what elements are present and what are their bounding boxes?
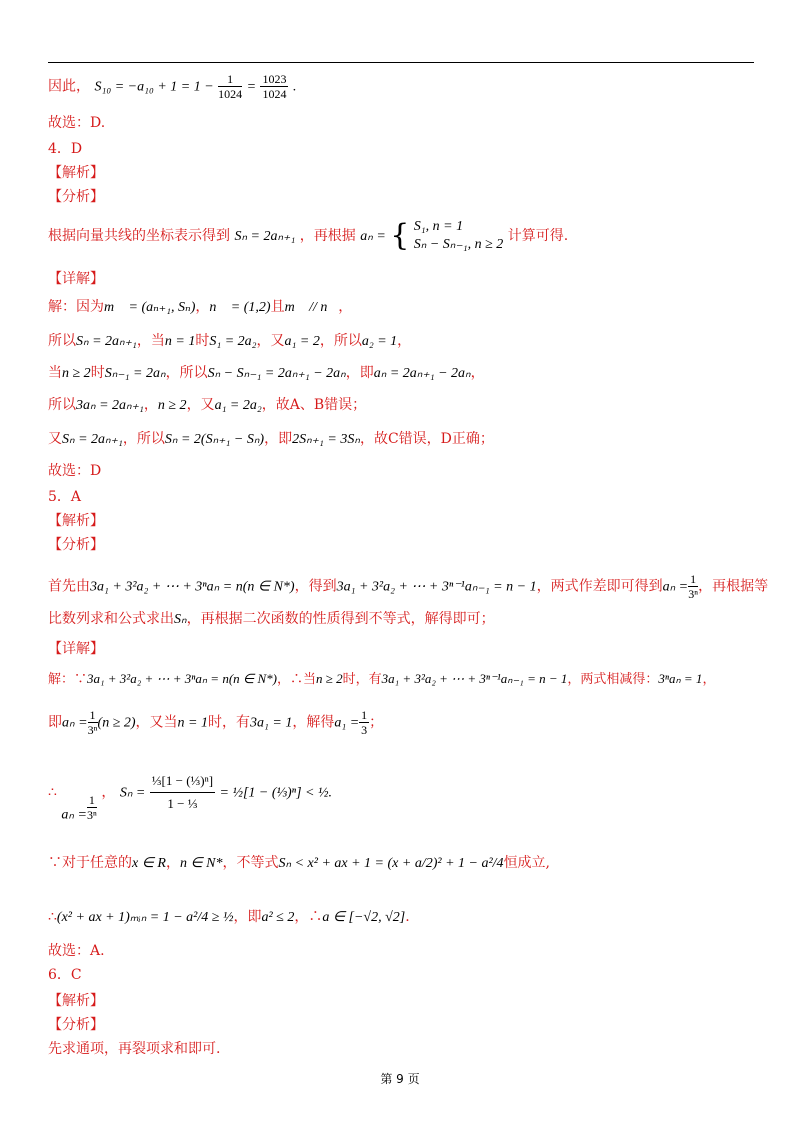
- math: m⃗ // n⃗: [284, 300, 339, 315]
- line-25: 故选：A.: [48, 943, 105, 959]
- case-2: Sₙ − Sₙ₋₁, n ≥ 2: [413, 237, 504, 252]
- line-18: [48, 610, 495, 629]
- numerator: 1: [88, 792, 95, 807]
- numerator: 1: [218, 72, 242, 87]
- text: ，: [101, 784, 116, 801]
- text: ，解得: [292, 714, 335, 731]
- text: 计算可得.: [507, 228, 569, 244]
- line-20: [48, 670, 715, 689]
- math: 3a₁ = 1: [250, 715, 293, 731]
- text: ，即: [345, 365, 374, 381]
- line-15: 【解析】: [48, 513, 104, 529]
- denominator: 3ⁿ: [688, 587, 698, 601]
- text: ，再根据二次函数的性质得到不等式，解得即可；: [186, 611, 495, 627]
- text: ，: [338, 299, 353, 315]
- line-23: [48, 854, 550, 873]
- math: 3a₁ + 3²a₂ + ⋯ + 3ⁿaₙ = n(n ∈ N*): [90, 579, 295, 595]
- math: aₙ =: [62, 715, 88, 731]
- line-10: [48, 364, 485, 383]
- math: = ½[1 − (⅓)ⁿ] < ½: [219, 785, 329, 801]
- fraction: [88, 708, 98, 737]
- line-4: 【解析】: [48, 165, 104, 181]
- text: 时，有: [208, 714, 250, 731]
- math: aₙ =: [61, 807, 87, 823]
- line-6: [48, 218, 568, 254]
- line-16: 【分析】: [48, 537, 104, 553]
- math: Sₙ = 2(Sₙ₊₁ − Sₙ): [164, 432, 265, 447]
- math: n ≥ 2: [62, 366, 91, 381]
- text: 即: [48, 714, 62, 731]
- text: ，两式作差即可得到: [536, 578, 663, 595]
- text: 解：因为: [48, 299, 104, 315]
- line-14: 5．A: [48, 489, 82, 505]
- text: ，: [702, 672, 716, 687]
- math: 3a₁ + 3²a₂ + ⋯ + 3ⁿaₙ = n(n ∈ N*): [87, 671, 277, 686]
- math: x ∈ R: [132, 856, 166, 871]
- math: (n ≥ 2): [97, 715, 136, 731]
- text: 因此，: [48, 78, 90, 95]
- math: 3a₁ + 3²a₂ + ⋯ + 3ⁿ⁻¹aₙ₋₁ = n − 1: [381, 671, 568, 686]
- line-19: 【详解】: [48, 641, 104, 657]
- denominator: 3ⁿ: [87, 723, 98, 737]
- line-17: [48, 572, 768, 601]
- text: ，: [470, 365, 485, 381]
- math: (x² + ax + 1)ₘᵢₙ = 1 − a²/4 ≥ ½: [56, 910, 234, 925]
- text: 且: [270, 299, 285, 315]
- line-13: 故选：D: [48, 463, 102, 479]
- page-footer: 第 9 页: [380, 1072, 420, 1086]
- math: n ∈ N*: [179, 856, 223, 871]
- math: a ∈ [−√2, √2]: [322, 910, 406, 925]
- fraction: [359, 708, 369, 737]
- text: 首先由: [48, 578, 90, 595]
- math: 3a₁ + 3²a₂ + ⋯ + 3ⁿ⁻¹aₙ₋₁ = n − 1: [336, 579, 537, 595]
- math: 3aₙ = 2aₙ₊₁: [76, 398, 144, 413]
- math: a₁ = 2a₂: [214, 398, 262, 413]
- text: 时: [195, 333, 210, 349]
- text: 又: [48, 431, 62, 447]
- numerator: 1023: [262, 72, 287, 86]
- text: ，: [397, 333, 412, 349]
- text: 解：∵: [48, 672, 88, 687]
- math: Sₙ − Sₙ₋₁ = 2aₙ₊₁ − 2aₙ: [207, 366, 346, 381]
- line-21: [48, 708, 383, 737]
- math: 2Sₙ₊₁ = 3Sₙ: [292, 432, 360, 447]
- math: n = 1: [164, 334, 196, 349]
- text: ，: [165, 855, 180, 871]
- text: 比数列求和公式求出: [48, 611, 174, 627]
- math: Sₙ = 2aₙ₊₁: [76, 334, 137, 349]
- text: ，得到: [294, 578, 337, 595]
- math: S₁ = 2a₂: [209, 334, 257, 349]
- math: Sₙ = 2aₙ₊₁: [234, 229, 296, 244]
- denominator: 1024: [218, 87, 243, 101]
- math: n = 1: [177, 715, 208, 731]
- line-2: 故选：D.: [48, 115, 106, 131]
- cases: [414, 218, 504, 254]
- line-9: [48, 332, 411, 351]
- text: ，即: [264, 431, 293, 447]
- text: ∴: [48, 784, 57, 801]
- math: a² ≤ 2: [261, 910, 295, 925]
- text: ，又: [186, 397, 215, 413]
- math: 3ⁿaₙ = 1: [658, 671, 703, 686]
- left-brace: {: [390, 218, 410, 253]
- text: ；: [369, 714, 384, 731]
- math: n⃗ = (1,2): [209, 300, 271, 315]
- math: Sₙ =: [119, 785, 146, 801]
- text: ，即: [233, 909, 262, 925]
- text: ，又: [256, 333, 285, 349]
- numerator: 1: [690, 572, 697, 586]
- text: 所以: [48, 397, 76, 413]
- math: a₁ =: [334, 715, 360, 731]
- line-8: [48, 298, 352, 317]
- denominator: 3ⁿ: [87, 807, 97, 822]
- denominator: 1 − ⅓: [167, 796, 198, 811]
- math: Sₙ: [174, 612, 187, 627]
- math: Sₙ₋₁ = 2aₙ: [104, 366, 166, 381]
- header-rule: [48, 62, 754, 63]
- text: 所以: [48, 333, 76, 349]
- line-7: 【详解】: [48, 271, 104, 287]
- line-22: [48, 770, 332, 825]
- text: 当: [48, 365, 62, 381]
- text: ，所以: [319, 333, 362, 349]
- text: ∵对于任意的: [48, 855, 132, 871]
- text: ，又当: [135, 714, 178, 731]
- line-24: [48, 908, 410, 927]
- math: S₁₀ = −a₁₀ + 1 = 1 −: [94, 79, 214, 95]
- line-5: 【分析】: [48, 189, 104, 205]
- fraction: [218, 72, 242, 101]
- denominator: 3: [361, 723, 368, 737]
- math: n ≥ 2: [157, 398, 187, 413]
- line-28: 【分析】: [48, 1017, 104, 1033]
- text: ，再根据等: [698, 578, 769, 595]
- math: =: [246, 79, 257, 95]
- line-12: [48, 430, 494, 449]
- fraction: [87, 793, 97, 822]
- text: ，∴: [294, 909, 323, 925]
- math: .: [328, 785, 332, 801]
- fraction: [688, 572, 698, 601]
- math: .: [292, 79, 297, 95]
- text: ，再根据: [299, 228, 356, 244]
- text: ，: [143, 397, 158, 413]
- line-1: [48, 72, 296, 101]
- line-11: [48, 396, 366, 415]
- line-26: 6．C: [48, 967, 82, 983]
- numerator: 1: [89, 708, 96, 722]
- math: aₙ = 2aₙ₊₁ − 2aₙ: [373, 366, 471, 381]
- line-3: 4．D: [48, 141, 83, 157]
- text: ，故A、B错误；: [261, 397, 367, 413]
- text: ，当: [136, 333, 165, 349]
- fraction: [260, 72, 288, 101]
- math: a₁ = 2: [284, 334, 320, 349]
- math: Sₙ = 2aₙ₊₁: [62, 432, 123, 447]
- text: ，故C错误，D正确；: [359, 431, 494, 447]
- text: 时，有: [342, 672, 382, 687]
- text: 时: [90, 365, 105, 381]
- text: ，∴当: [276, 672, 316, 687]
- text: .: [405, 909, 410, 925]
- text: ，两式相减得：: [567, 672, 659, 687]
- math: Sₙ < x² + ax + 1 = (x + a/2)² + 1 − a²/4: [278, 856, 504, 871]
- text: ，不等式: [222, 855, 279, 871]
- text: 恒成立,: [503, 855, 551, 871]
- math: aₙ =: [360, 229, 386, 244]
- math: aₙ =: [662, 579, 689, 595]
- case-1: S₁, n = 1: [413, 219, 464, 234]
- math: m⃗ = (aₙ₊₁, Sₙ): [104, 300, 196, 315]
- text: ∴: [48, 909, 57, 925]
- denominator: 1024: [262, 87, 287, 101]
- line-27: 【解析】: [48, 993, 104, 1009]
- text: ，: [195, 299, 210, 315]
- line-29: 先求通项，再裂项求和即可.: [48, 1041, 221, 1057]
- text: 根据向量共线的坐标表示得到: [48, 228, 230, 244]
- numerator: ⅓[1 − (⅓)ⁿ]: [150, 770, 215, 793]
- text: ，所以: [122, 431, 165, 447]
- text: ，所以: [165, 365, 208, 381]
- big-fraction: [150, 770, 215, 815]
- math: n ≥ 2: [316, 671, 343, 686]
- numerator: 1: [361, 708, 368, 722]
- math: a₂ = 1: [361, 334, 398, 349]
